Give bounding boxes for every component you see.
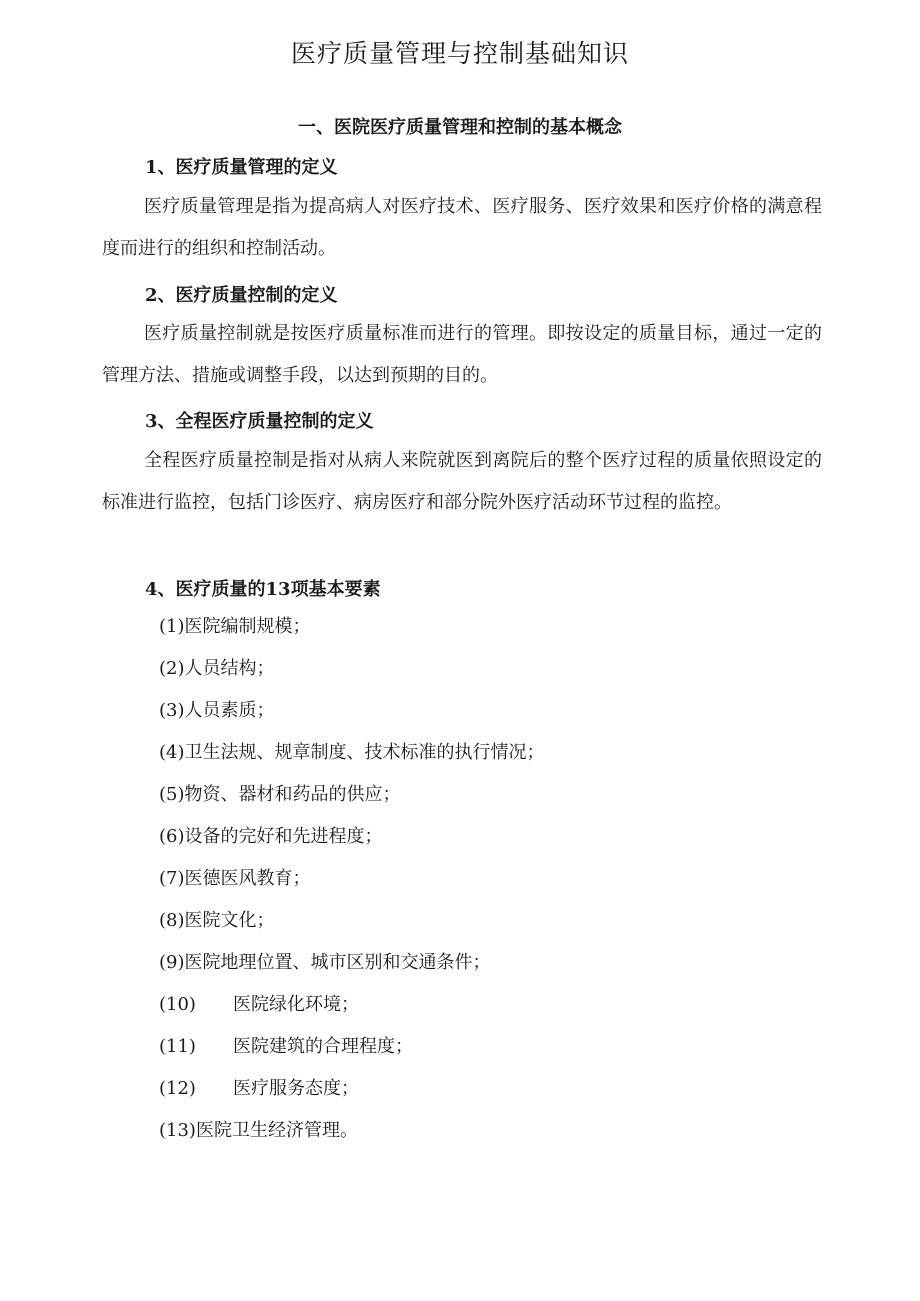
list-item — [159, 732, 545, 774]
list-item-text: 卫生法规、规章制度、技术标准的执行情况； — [184, 742, 545, 763]
list-item — [159, 900, 545, 942]
subsection-heading-2: 2、医疗质量控制的定义 — [145, 285, 338, 306]
list-item-text: 医院卫生经济管理。 — [195, 1120, 358, 1141]
list-item-number: (10) — [159, 994, 196, 1015]
list-item-text: 医院文化； — [184, 910, 275, 931]
list-item-text: 医疗服务态度； — [233, 1078, 359, 1099]
list-item — [159, 858, 545, 900]
document-title: 医疗质量管理与控制基础知识 — [290, 39, 629, 68]
list-item — [159, 648, 545, 690]
list-item-number: (9) — [159, 952, 185, 973]
list-item-text: 医院绿化环境； — [233, 994, 359, 1015]
list-item — [159, 1110, 545, 1152]
list-item-number: (2) — [159, 658, 185, 679]
paragraph-1: 医疗质量管理是指为提高病人对医疗技术、医疗服务、医疗效果和医疗价格的满意程度而进行的组织和控制活动。 — [102, 196, 822, 259]
list-item-text: 人员素质； — [184, 700, 275, 721]
subsection-heading-4: 4、医疗质量的13项基本要素 — [145, 579, 381, 600]
list-item — [159, 1068, 545, 1110]
list-item-text: 医院地理位置、城市区别和交通条件； — [184, 952, 491, 973]
list-item-number: (6) — [159, 826, 185, 847]
list-item-number: (7) — [159, 868, 185, 889]
list-item-number: (4) — [159, 742, 185, 763]
paragraph-3: 全程医疗质量控制是指对从病人来院就医到离院后的整个医疗过程的质量依照设定的标准进行监控，包括门诊医疗、病房医疗和部分院外医疗活动环节过程的监控。 — [102, 450, 822, 513]
section-heading: 一、医院医疗质量管理和控制的基本概念 — [298, 117, 622, 138]
list-item-text: 设备的完好和先进程度； — [184, 826, 383, 847]
list-item-number: (3) — [159, 700, 185, 721]
list-item — [159, 774, 545, 816]
list-item — [159, 816, 545, 858]
list-item — [159, 1026, 545, 1068]
paragraph-2: 医疗质量控制就是按医疗质量标准而进行的管理。即按设定的质量目标，通过一定的管理方法、措施或调整手段，以达到预期的目的。 — [102, 323, 822, 386]
subsection-heading-3: 3、全程医疗质量控制的定义 — [145, 411, 374, 432]
list-item — [159, 942, 545, 984]
list-item — [159, 690, 545, 732]
list-item-number: (11) — [159, 1036, 196, 1057]
list-item-number: (13) — [159, 1120, 196, 1141]
subsection-heading-1: 1、医疗质量管理的定义 — [145, 157, 338, 178]
list-item-number: (5) — [159, 784, 185, 805]
list-item-number: (8) — [159, 910, 185, 931]
list-item-text: 医院建筑的合理程度； — [233, 1036, 413, 1057]
list-item-text: 人员结构； — [184, 658, 275, 679]
list-item — [159, 606, 545, 648]
list-item-text: 物资、器材和药品的供应； — [184, 784, 401, 805]
list-item — [159, 984, 545, 1026]
list-item-number: (1) — [159, 616, 185, 637]
list-item-text: 医德医风教育； — [184, 868, 311, 889]
basic-elements-list — [159, 606, 545, 1152]
list-item-text: 医院编制规模； — [184, 616, 311, 637]
list-item-number: (12) — [159, 1078, 196, 1099]
